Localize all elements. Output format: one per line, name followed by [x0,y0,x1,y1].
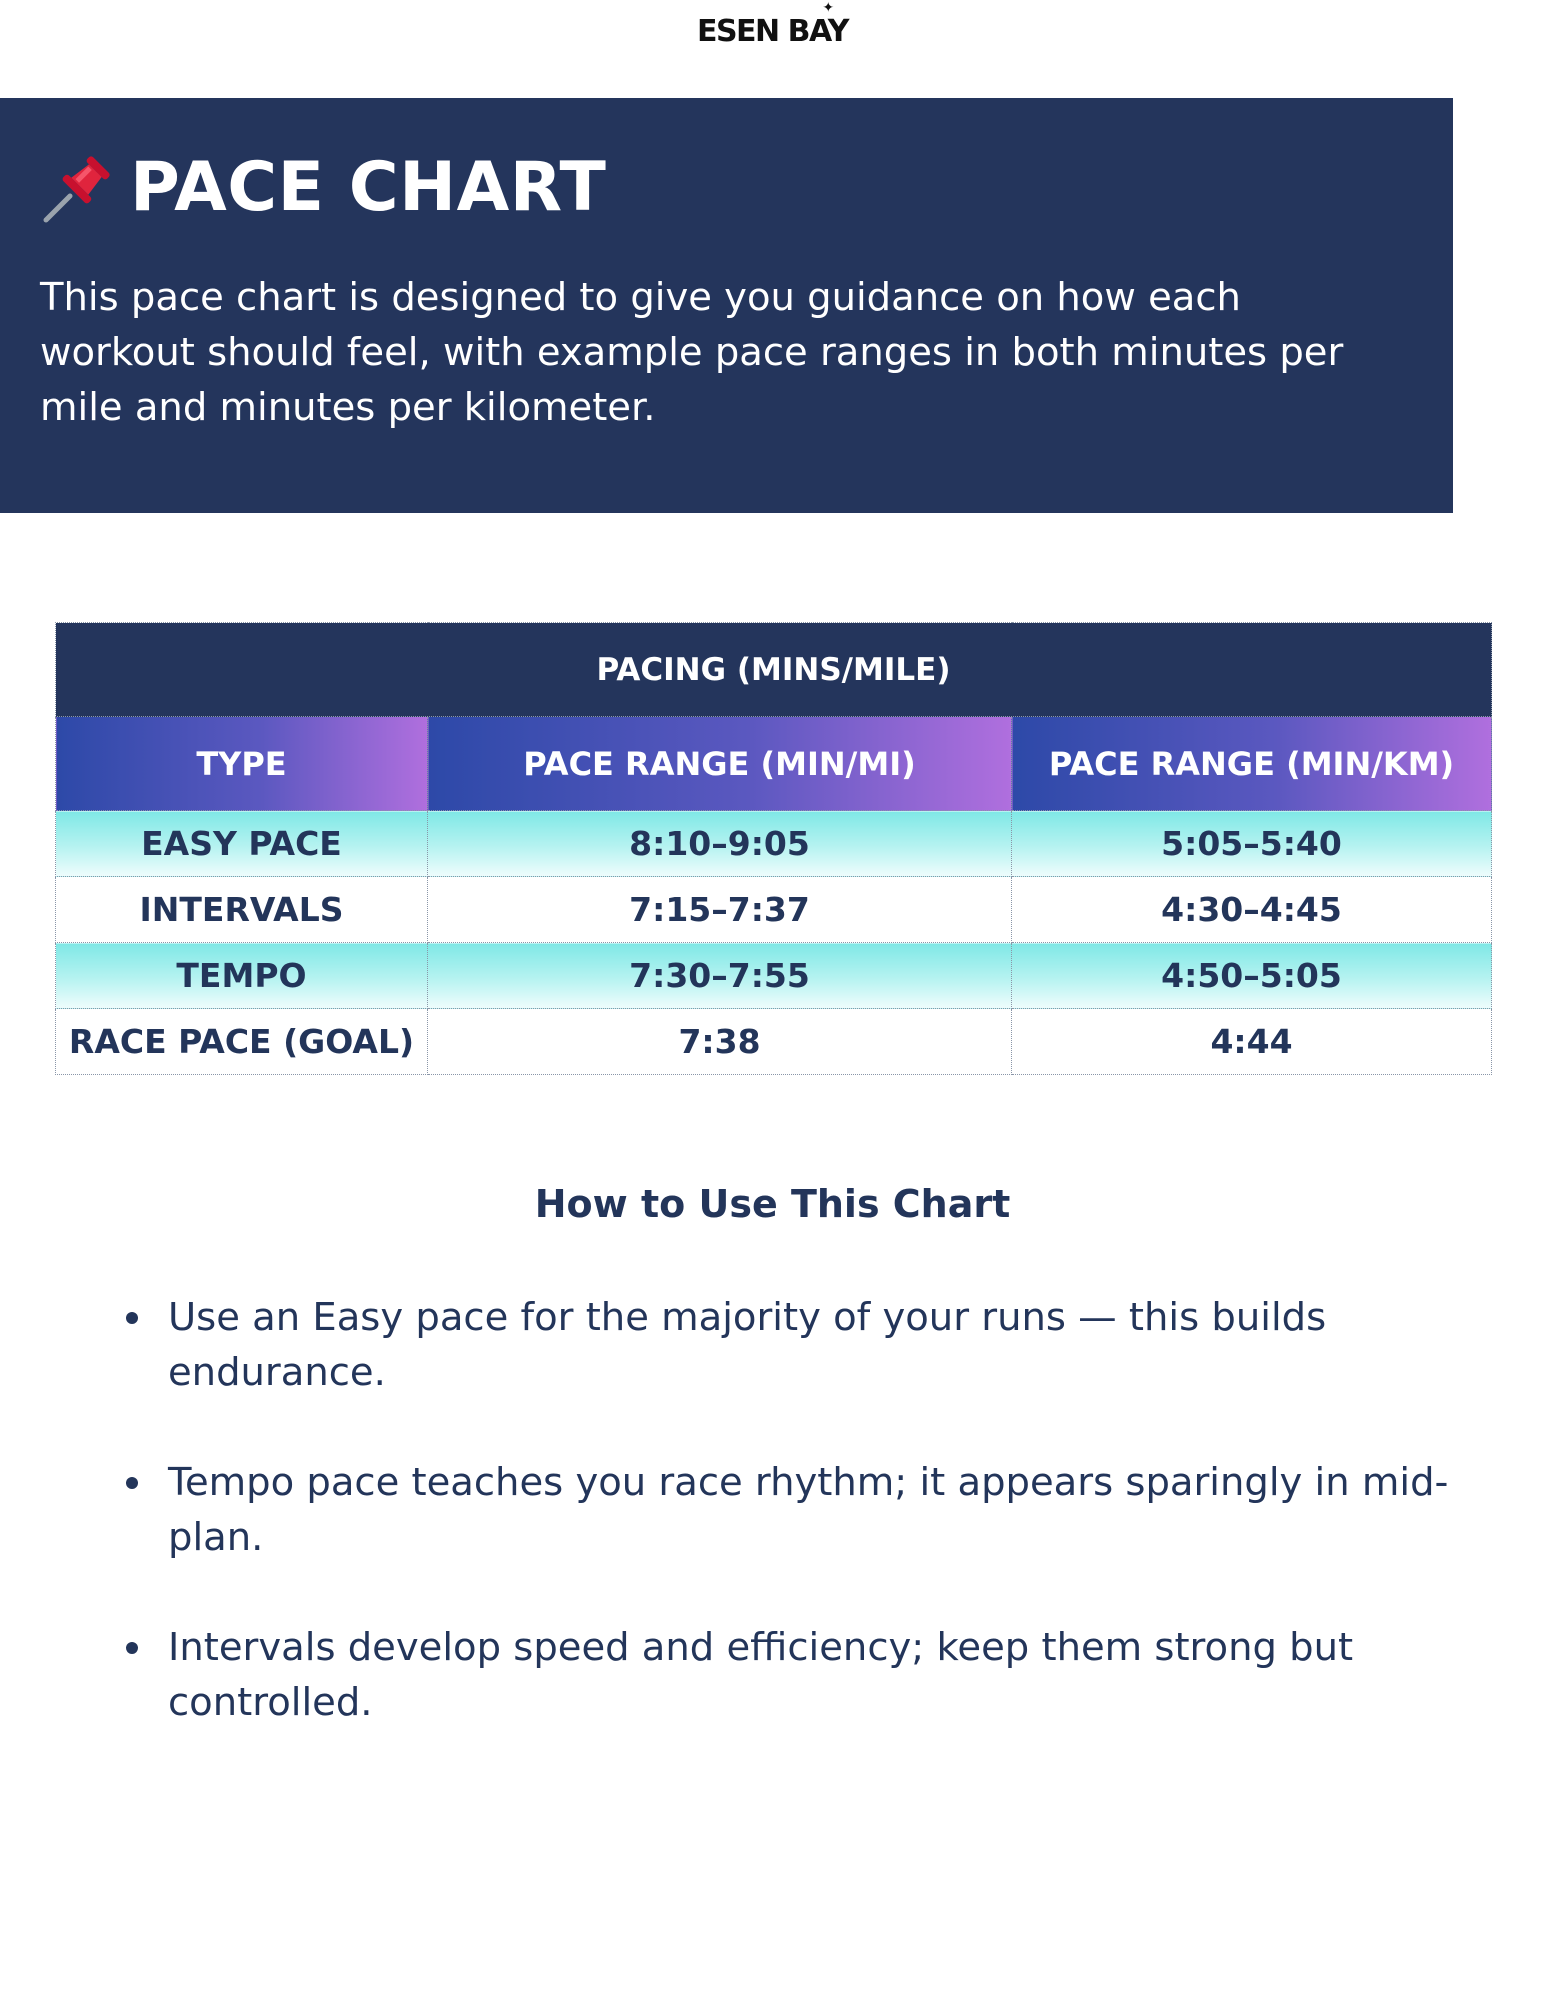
header-banner [0,98,1453,513]
bullet-icon [126,1642,138,1654]
usage-tips-list [120,1290,1460,1785]
page-description: This pace chart is designed to give you guidance on how each workout should feel, with example pace ranges in both minutes per mile and minutes per kilometer. [40,275,1344,430]
cell-pace-mile: 7:15–7:37 [428,877,1012,943]
brand-logo [0,0,1545,49]
tip-text: Use an Easy pace for the majority of your runs — this builds endurance. [168,1295,1327,1395]
title-row [40,150,606,226]
cell-type: EASY PACE [56,811,428,877]
column-header-type: TYPE [56,717,428,811]
column-header-pace-mile: PACE RANGE (MIN/MI) [428,717,1012,811]
table-row [56,811,1492,877]
table-row [56,1009,1492,1075]
page-title: PACE CHART [130,148,607,227]
tip-text: Tempo pace teaches you race rhythm; it appears sparingly in mid-plan. [168,1460,1449,1560]
pace-table [55,622,1492,1075]
cell-pace-km: 4:50–5:05 [1012,943,1492,1009]
bullet-icon [126,1312,138,1324]
list-item [120,1620,1460,1730]
table-row [56,877,1492,943]
cell-type: TEMPO [56,943,428,1009]
cell-pace-mile: 7:30–7:55 [428,943,1012,1009]
table-caption: PACING (MINS/MILE) [56,623,1492,717]
cell-type: INTERVALS [56,877,428,943]
usage-heading: How to Use This Chart [534,1182,1011,1226]
table-row [56,943,1492,1009]
list-item [120,1290,1460,1400]
cell-pace-km: 4:44 [1012,1009,1492,1075]
logo-wordmark [696,0,849,49]
bullet-icon [126,1477,138,1489]
column-header-pace-km: PACE RANGE (MIN/KM) [1012,717,1492,811]
sparkle-icon: ✦ [822,0,835,16]
cell-pace-mile: 8:10–9:05 [428,811,1012,877]
logo-text: ESEN BAY [696,14,849,49]
table-caption-row [56,623,1492,717]
cell-pace-km: 4:30–4:45 [1012,877,1492,943]
pushpin-icon [40,150,116,226]
cell-pace-km: 5:05–5:40 [1012,811,1492,877]
tip-text: Intervals develop speed and efficiency; keep them strong but controlled. [168,1625,1354,1725]
cell-type: RACE PACE (GOAL) [56,1009,428,1075]
table-header-row [56,717,1492,811]
cell-pace-mile: 7:38 [428,1009,1012,1075]
list-item [120,1455,1460,1565]
